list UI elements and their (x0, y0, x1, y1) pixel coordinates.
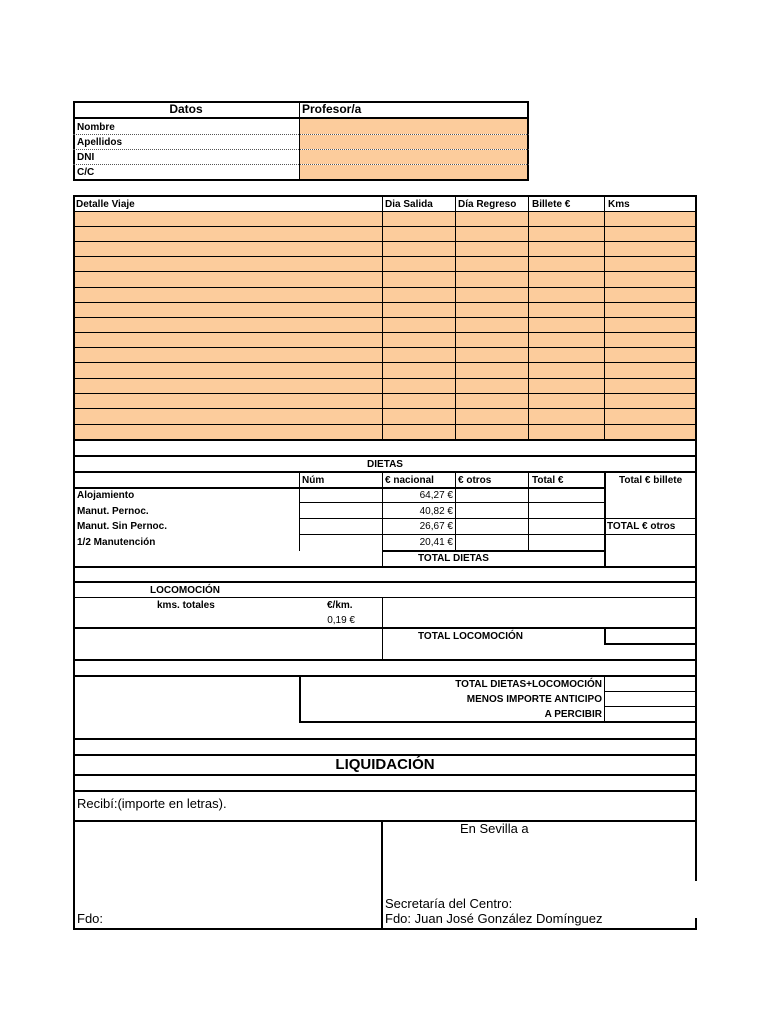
secretaria-label: Secretaría del Centro: (385, 896, 513, 911)
dietas-row-label: Alojamiento (77, 490, 135, 501)
dietas-nacional-header: € nacional (385, 475, 434, 486)
recibi-top-line (73, 790, 697, 792)
locomocion-title: LOCOMOCIÓN (150, 585, 220, 596)
nombre-field[interactable] (300, 119, 527, 134)
dietas-top-line (73, 455, 697, 457)
recibi-label: Recibí:(importe en letras). (77, 796, 227, 811)
dni-label: DNI (77, 152, 95, 163)
dia-regreso-header: Día Regreso (458, 199, 517, 210)
dietas-otros-header: € otros (458, 475, 492, 486)
datos-header: Datos (169, 102, 203, 116)
main-bottom-border (73, 928, 697, 930)
dietas-row-value: 64,27 € (419, 490, 453, 501)
dia-salida-header: Dia Salida (385, 199, 433, 210)
dietas-num-header: Núm (302, 475, 325, 486)
dietas-title: DIETAS (367, 459, 403, 470)
en-sevilla-label: En Sevilla a (460, 821, 529, 836)
dietas-col-line (299, 472, 300, 551)
firma-col-line (381, 821, 383, 929)
datos-row-line (73, 164, 529, 165)
dni-field[interactable] (300, 150, 527, 164)
total-otros-label: TOTAL € otros (607, 521, 676, 532)
kms-header: Kms (608, 199, 630, 210)
total-dietas-locomocion-label: TOTAL DIETAS+LOCOMOCIÓN (455, 679, 602, 690)
fdo-juan-label: Fdo: Juan José González Domínguez (385, 911, 603, 926)
dietas-col-line (455, 472, 456, 551)
dietas-row-label: 1/2 Manutención (77, 537, 156, 548)
profesor-header: Profesor/a (302, 102, 362, 116)
viaje-rows-area[interactable] (75, 212, 695, 440)
viaje-col-line (528, 195, 529, 441)
billete-header: Billete € (532, 199, 571, 210)
totales-row-line (604, 691, 696, 692)
dietas-col-line (382, 472, 383, 567)
apellidos-label: Apellidos (77, 137, 123, 148)
kms-totales-label: kms. totales (157, 600, 215, 611)
dietas-total-header: Total € (532, 475, 564, 486)
recibi-bottom-line (73, 820, 697, 822)
cc-label: C/C (77, 167, 95, 178)
totales-row-line (604, 706, 696, 707)
dietas-row-value: 26,67 € (419, 521, 453, 532)
eur-km-value: 0,19 € (327, 615, 355, 626)
liquidacion-bottom-line (73, 774, 697, 776)
viaje-col-line (455, 195, 456, 441)
main-right-border (695, 195, 697, 881)
dietas-row-line (299, 518, 696, 519)
eur-km-label: €/km. (327, 600, 353, 611)
dietas-row-value: 40,82 € (419, 506, 453, 517)
datos-row-line (73, 149, 529, 150)
dietas-col-line (528, 472, 529, 551)
dietas-row-value: 20,41 € (419, 537, 453, 548)
total-locomocion-label: TOTAL LOCOMOCIÓN (418, 631, 523, 642)
totales-col-line (604, 676, 605, 722)
viaje-col-line (382, 195, 383, 441)
dietas-col-header-line (73, 487, 606, 489)
dietas-row-line (299, 534, 696, 535)
dietas-bottom-line (73, 566, 697, 568)
total-billete-label: Total € billete (619, 475, 683, 486)
locomocion-bottom-line (73, 659, 697, 661)
menos-anticipo-label: MENOS IMPORTE ANTICIPO (466, 694, 602, 705)
dietas-row-label: Manut. Pernoc. (77, 506, 149, 517)
locomocion-top-line (73, 581, 697, 583)
detalle-viaje-header: Detalle Viaje (76, 199, 135, 210)
locomocion-col-line (382, 598, 383, 660)
apellidos-field[interactable] (300, 135, 527, 149)
liquidacion-top-line (73, 738, 697, 740)
datos-row-line (73, 134, 529, 135)
fdo-label: Fdo: (77, 911, 104, 926)
dietas-row-label: Manut. Sin Pernoc. (77, 521, 168, 532)
dietas-row-line (299, 502, 605, 503)
total-dietas-label: TOTAL DIETAS (418, 553, 489, 564)
viaje-col-line (604, 195, 605, 441)
dietas-row-line-thick (382, 550, 605, 552)
locomocion-header-line (73, 597, 697, 598)
nombre-label: Nombre (77, 122, 115, 133)
dietas-col-line-thick (604, 472, 606, 567)
liquidacion-title: LIQUIDACIÓN (335, 756, 435, 773)
total-locomocion-box[interactable] (604, 628, 695, 645)
cc-field[interactable] (300, 165, 527, 179)
a-percibir-label: A PERCIBIR (544, 709, 602, 720)
